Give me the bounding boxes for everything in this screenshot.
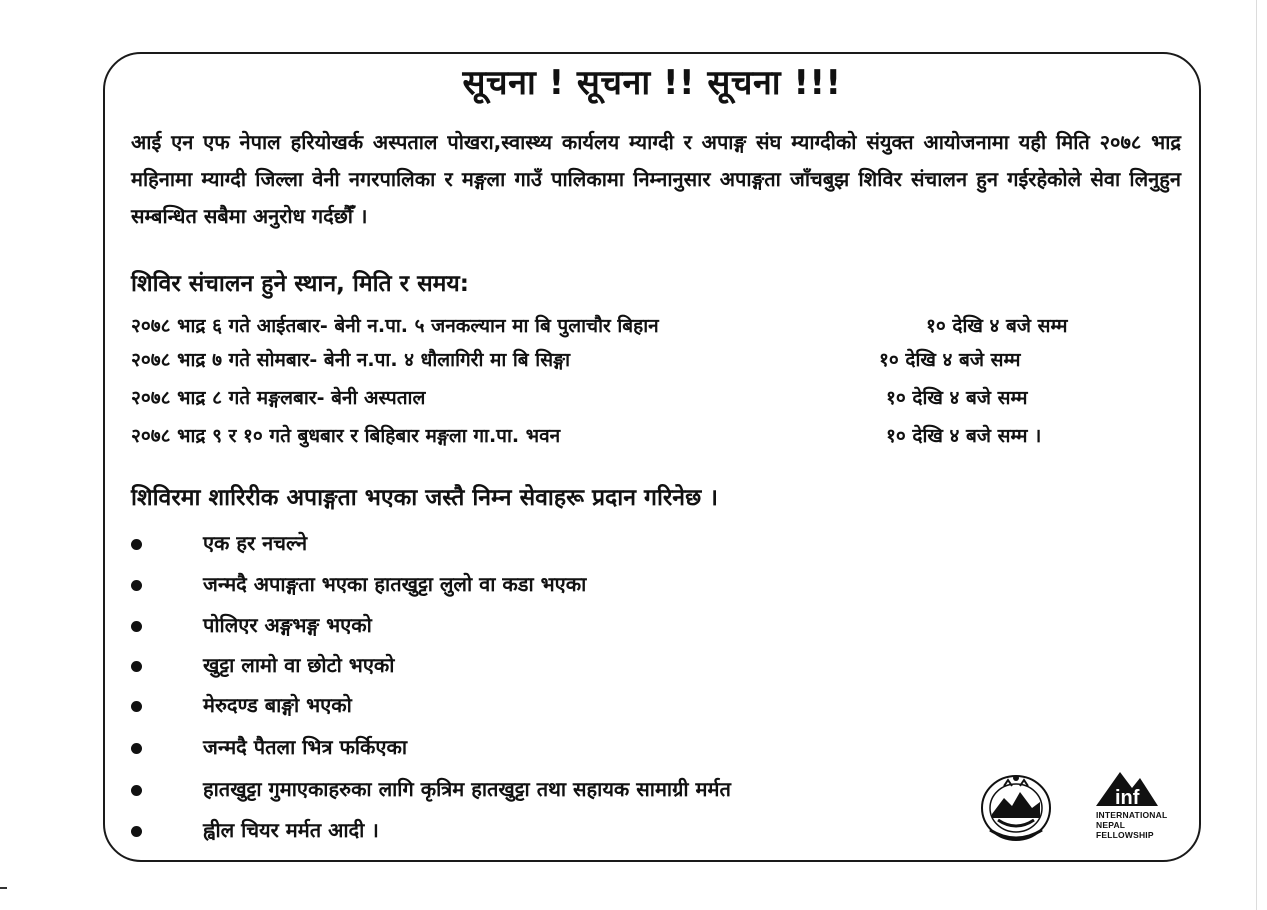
schedule-row — [131, 422, 1131, 456]
list-item — [131, 691, 951, 731]
schedule-time: १० देखि ४ बजे सम्म — [926, 315, 1068, 337]
inf-mark-text: inf — [1115, 787, 1140, 808]
bullet-icon — [131, 701, 142, 712]
bullet-icon — [131, 826, 142, 837]
schedule-time: १० देखि ४ बजे सम्म — [879, 349, 1021, 371]
notice-title: सूचना ! सूचना !! सूचना !!! — [462, 63, 842, 103]
schedule-row — [131, 312, 1131, 346]
service-text: हातखुट्टा गुमाएकाहरुका लागि कृत्रिम हातखुट्टा तथा सहायक सामाग्री मर्मत — [203, 777, 731, 801]
services-heading: शिविरमा शारिरीक अपाङ्गता भएका जस्तै निम्न सेवाहरू प्रदान गरिनेछ । — [131, 485, 718, 511]
service-text: ह्वील चियर मर्मत आदी । — [203, 818, 379, 842]
list-item — [131, 651, 951, 691]
schedule-desc: २०७८ भाद्र ७ गते सोमबार- बेनी न.पा. ४ धौलागिरी मा बि सिङ्गा — [131, 349, 570, 371]
service-text: जन्मदै पैतला भित्र फर्किएका — [203, 735, 408, 759]
list-item — [131, 570, 951, 610]
schedule-heading: शिविर संचालन हुने स्थान, मिति र समय: — [131, 271, 469, 297]
bullet-icon — [131, 580, 142, 591]
list-item — [131, 816, 951, 856]
list-item — [131, 733, 951, 773]
list-item — [131, 611, 951, 651]
scan-mark — [0, 887, 7, 889]
bullet-icon — [131, 661, 142, 672]
inf-name: INTERNATIONAL NEPAL FELLOWSHIP — [1096, 810, 1168, 840]
bullet-icon — [131, 621, 142, 632]
service-text: खुट्टा लामो वा छोटो भएको — [203, 653, 395, 677]
service-text: एक हर नचल्ने — [203, 531, 308, 555]
service-text: पोलिएर अङ्गभङ्ग भएको — [203, 613, 372, 637]
list-item — [131, 775, 951, 815]
bullet-icon — [131, 785, 142, 796]
schedule-row — [131, 346, 1131, 380]
notice-intro: आई एन एफ नेपाल हरियोखर्क अस्पताल पोखरा,स्वास्थ्य कार्यलय म्याग्दी र अपाङ्ग संघ म्याग्दीको संयुक्त आयोजनामा यही मिति २०७८ भाद्र महिनामा म्याग्दी जिल्ला वेनी नगरपालिका र मङ्गला गाउँ पालिकामा निम्नानुसार अपाङ्गता जाँचबुझ शिविर संचालन हुन गईरहेकोले सेवा लिनुहुन सम्बन्धित सबैमा अनुरोध गर्दछौँ । — [131, 130, 1181, 228]
inf-mountain-icon — [1094, 770, 1160, 808]
schedule-time: १० देखि ४ बजे सम्म — [886, 387, 1028, 409]
schedule-row — [131, 384, 1131, 418]
schedule-time: १० देखि ४ बजे सम्म । — [886, 425, 1042, 447]
bullet-icon — [131, 743, 142, 754]
list-item — [131, 529, 951, 569]
nepal-government-emblem-icon — [974, 768, 1058, 848]
service-text: मेरुदण्ड बाङ्गो भएको — [203, 693, 352, 717]
scan-edge-line — [1256, 0, 1257, 910]
schedule-desc: २०७८ भाद्र ८ गते मङ्गलबार- बेनी अस्पताल — [131, 387, 426, 409]
service-text: जन्मदै अपाङ्गता भएका हातखुट्टा लुलो वा कडा भएका — [203, 572, 587, 596]
schedule-desc: २०७८ भाद्र ९ र १० गते बुधबार र बिहिबार मङ्गला गा.पा. भवन — [131, 425, 561, 447]
bullet-icon — [131, 539, 142, 550]
schedule-desc: २०७८ भाद्र ६ गते आईतबार- बेनी न.पा. ५ जनकल्यान मा बि पुलाचौर बिहान — [131, 315, 659, 337]
inf-logo — [1094, 770, 1184, 850]
